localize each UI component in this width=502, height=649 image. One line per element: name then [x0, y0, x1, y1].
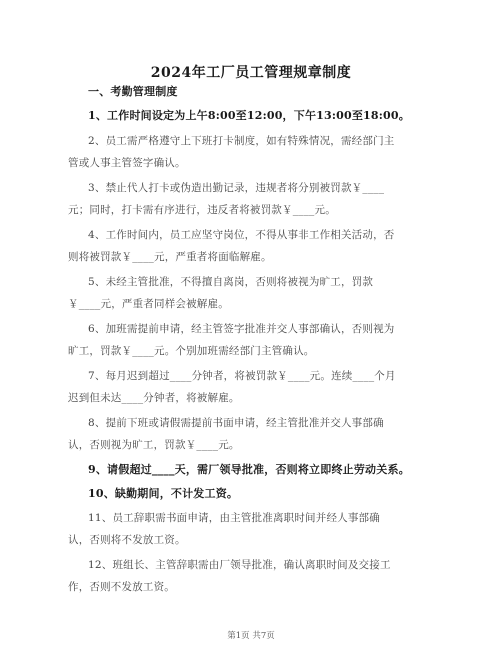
paragraph-2-line-2: 管或人事主管签字确认。 [68, 157, 186, 169]
section-heading-attendance: 一、考勤管理制度 [88, 85, 178, 98]
paragraph-10-line-1: 10、缺勤期间，不计发工资。 [88, 487, 239, 500]
paragraph-2-line-1: 2、员工需严格遵守上下班打卡制度，如有特殊情况，需经部门主 [88, 135, 395, 147]
paragraph-6-line-2: 旷工，罚款￥____元。个别加班需经部门主管确认。 [68, 345, 315, 357]
paragraph-9-line-1: 9、请假超过____天，需厂领导批准，否则将立即终止劳动关系。 [88, 463, 410, 476]
paragraph-1-line-1: 1、工作时间设定为上午8:00至12:00，下午13:00至18:00。 [88, 109, 410, 122]
paragraph-11-line-1: 11、员工辞职需书面申请，由主管批准离职时间并经人事部确 [88, 512, 380, 524]
paragraph-3-line-1: 3、禁止代人打卡或伪造出勤记录，违规者将分别被罚款￥____ [88, 182, 385, 194]
paragraph-5-line-1: 5、未经主管批准，不得擅自离岗，否则将被视为旷工，罚款 [88, 276, 374, 288]
paragraph-11-line-2: 认，否则将不发放工资。 [68, 534, 186, 546]
paragraph-4-line-1: 4、工作时间内，员工应坚守岗位，不得从事非工作相关活动，否 [88, 229, 395, 241]
paragraph-6-line-1: 6、加班需提前申请，经主管签字批准并交人事部确认，否则视为 [88, 323, 395, 335]
paragraph-5-line-2: ￥____元，严重者同样会被解雇。 [68, 298, 229, 310]
paragraph-4-line-2: 则将被罚款￥____元，严重者将面临解雇。 [68, 251, 272, 263]
paragraph-12-line-2: 作，否则不发放工资。 [68, 581, 175, 593]
document-title: 2024年工厂员工管理规章制度 [150, 65, 352, 81]
paragraph-7-line-1: 7、每月迟到超过____分钟者，将被罚款￥____元。连续____个月 [88, 370, 396, 382]
paragraph-8-line-2: 认，否则视为旷工，罚款￥____元。 [68, 439, 240, 451]
paragraph-8-line-1: 8、提前下班或请假需提前书面申请，经主管批准并交人事部确 [88, 417, 384, 429]
paragraph-7-line-2: 迟到但未达____分钟者，将被解雇。 [68, 392, 240, 404]
paragraph-12-line-1: 12、班组长、主管辞职需由厂领导批准，确认离职时间及交接工 [88, 559, 391, 571]
page-footer: 第1页 共7页 [227, 631, 275, 641]
paragraph-3-line-2: 元；同时，打卡需有序进行，违反者将被罚款￥____元。 [68, 204, 336, 216]
